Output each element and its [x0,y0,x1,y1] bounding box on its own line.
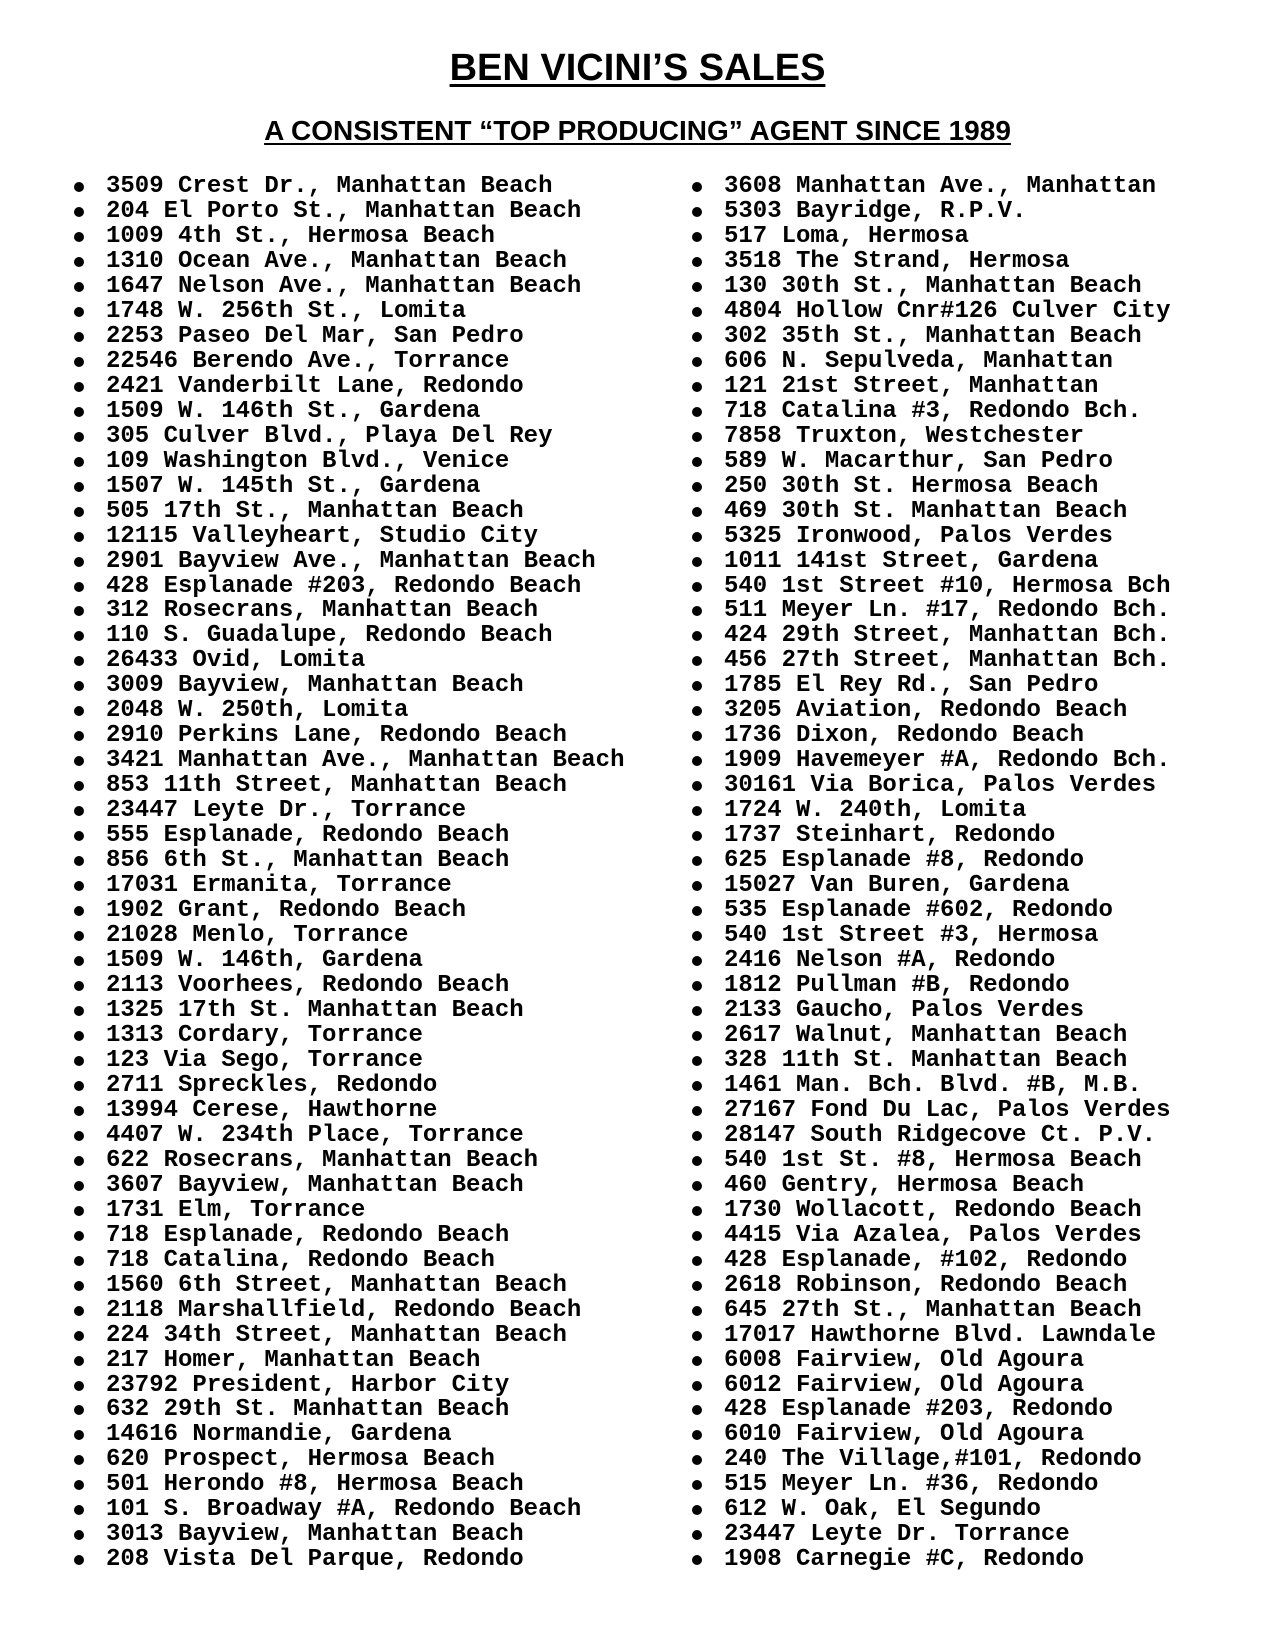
sale-list-item: 428 Esplanade, #102, Redondo [692,1248,1252,1273]
sale-list-item: 1909 Havemeyer #A, Redondo Bch. [692,748,1252,773]
sale-list-item: 1509 W. 146th St., Gardena [74,399,674,424]
sale-list-item: 1812 Pullman #B, Redondo [692,973,1252,998]
sale-list-item: 501 Herondo #8, Hermosa Beach [74,1472,674,1497]
sale-list-item: 4415 Via Azalea, Palos Verdes [692,1223,1252,1248]
sale-list-item: 121 21st Street, Manhattan [692,374,1252,399]
sale-list-item: 645 27th St., Manhattan Beach [692,1298,1252,1323]
sale-list-item: 4804 Hollow Cnr#126 Culver City [692,299,1252,324]
sale-list-item: 7858 Truxton, Westchester [692,424,1252,449]
sale-list-item: 27167 Fond Du Lac, Palos Verdes [692,1098,1252,1123]
page-title: BEN VICINI’S SALES [449,47,826,89]
sale-list-item: 3013 Bayview, Manhattan Beach [74,1522,674,1547]
sale-list-item: 2901 Bayview Ave., Manhattan Beach [74,549,674,574]
sale-list-item: 620 Prospect, Hermosa Beach [74,1447,674,1472]
sale-list-item: 718 Catalina, Redondo Beach [74,1248,674,1273]
sale-list-item: 1785 El Rey Rd., San Pedro [692,673,1252,698]
right-sales-list [692,174,1252,1572]
sale-list-item: 428 Esplanade #203, Redondo Beach [74,574,674,599]
sale-list-item: 718 Catalina #3, Redondo Bch. [692,399,1252,424]
sale-list-item: 555 Esplanade, Redondo Beach [74,823,674,848]
sale-list-item: 632 29th St. Manhattan Beach [74,1397,674,1422]
sale-list-item: 217 Homer, Manhattan Beach [74,1348,674,1373]
sale-list-item: 240 The Village,#101, Redondo [692,1447,1252,1472]
sale-list-item: 622 Rosecrans, Manhattan Beach [74,1148,674,1173]
sale-list-item: 250 30th St. Hermosa Beach [692,474,1252,499]
sale-list-item: 540 1st Street #3, Hermosa [692,923,1252,948]
sale-list-item: 3608 Manhattan Ave., Manhattan [692,174,1252,199]
sale-list-item: 23447 Leyte Dr., Torrance [74,798,674,823]
sale-list-item: 1724 W. 240th, Lomita [692,798,1252,823]
sale-list-item: 511 Meyer Ln. #17, Redondo Bch. [692,598,1252,623]
sale-list-item: 424 29th Street, Manhattan Bch. [692,623,1252,648]
sale-list-item: 856 6th St., Manhattan Beach [74,848,674,873]
sale-list-item: 718 Esplanade, Redondo Beach [74,1223,674,1248]
sale-list-item: 1908 Carnegie #C, Redondo [692,1547,1252,1572]
sale-list-item: 302 35th St., Manhattan Beach [692,324,1252,349]
sale-list-item: 1902 Grant, Redondo Beach [74,898,674,923]
sale-list-item: 2048 W. 250th, Lomita [74,698,674,723]
sale-list-item: 5303 Bayridge, R.P.V. [692,199,1252,224]
sale-list-item: 6008 Fairview, Old Agoura [692,1348,1252,1373]
sale-list-item: 2910 Perkins Lane, Redondo Beach [74,723,674,748]
sale-list-item: 2253 Paseo Del Mar, San Pedro [74,324,674,349]
sale-list-item: 2421 Vanderbilt Lane, Redondo [74,374,674,399]
sale-list-item: 109 Washington Blvd., Venice [74,449,674,474]
sale-list-item: 1730 Wollacott, Redondo Beach [692,1198,1252,1223]
sale-list-item: 456 27th Street, Manhattan Bch. [692,648,1252,673]
sale-list-item: 606 N. Sepulveda, Manhattan [692,349,1252,374]
sale-list-item: 1731 Elm, Torrance [74,1198,674,1223]
sale-list-item: 2711 Spreckles, Redondo [74,1073,674,1098]
sale-list-item: 208 Vista Del Parque, Redondo [74,1547,674,1572]
sale-list-item: 535 Esplanade #602, Redondo [692,898,1252,923]
sale-list-item: 6012 Fairview, Old Agoura [692,1373,1252,1398]
sale-list-item: 4407 W. 234th Place, Torrance [74,1123,674,1148]
sale-list-item: 505 17th St., Manhattan Beach [74,499,674,524]
sale-list-item: 26433 Ovid, Lomita [74,648,674,673]
sale-list-item: 460 Gentry, Hermosa Beach [692,1173,1252,1198]
sale-list-item: 2113 Voorhees, Redondo Beach [74,973,674,998]
left-sales-list [74,174,674,1572]
sale-list-item: 328 11th St. Manhattan Beach [692,1048,1252,1073]
sale-list-item: 5325 Ironwood, Palos Verdes [692,524,1252,549]
sale-list-item: 3518 The Strand, Hermosa [692,249,1252,274]
sale-list-item: 14616 Normandie, Gardena [74,1422,674,1447]
sale-list-item: 3421 Manhattan Ave., Manhattan Beach [74,748,674,773]
sale-list-item: 1011 141st Street, Gardena [692,549,1252,574]
sale-list-item: 1313 Cordary, Torrance [74,1023,674,1048]
sale-list-item: 21028 Menlo, Torrance [74,923,674,948]
sale-list-item: 224 34th Street, Manhattan Beach [74,1323,674,1348]
sale-list-item: 515 Meyer Ln. #36, Redondo [692,1472,1252,1497]
sale-list-item: 15027 Van Buren, Gardena [692,873,1252,898]
sale-list-item: 22546 Berendo Ave., Torrance [74,349,674,374]
sale-list-item: 2133 Gaucho, Palos Verdes [692,998,1252,1023]
sale-list-item: 23447 Leyte Dr. Torrance [692,1522,1252,1547]
sale-list-item: 1507 W. 145th St., Gardena [74,474,674,499]
sale-list-item: 6010 Fairview, Old Agoura [692,1422,1252,1447]
sale-list-item: 1748 W. 256th St., Lomita [74,299,674,324]
sale-list-item: 3009 Bayview, Manhattan Beach [74,673,674,698]
sale-list-item: 110 S. Guadalupe, Redondo Beach [74,623,674,648]
sale-list-item: 28147 South Ridgecove Ct. P.V. [692,1123,1252,1148]
sale-list-item: 2416 Nelson #A, Redondo [692,948,1252,973]
sale-list-item: 1647 Nelson Ave., Manhattan Beach [74,274,674,299]
page-subtitle: A CONSISTENT “TOP PRODUCING” AGENT SINCE 1989 [264,115,1011,146]
sale-list-item: 123 Via Sego, Torrance [74,1048,674,1073]
sale-list-item: 3205 Aviation, Redondo Beach [692,698,1252,723]
sale-list-item: 540 1st Street #10, Hermosa Bch [692,574,1252,599]
sale-list-item: 1737 Steinhart, Redondo [692,823,1252,848]
sale-list-item: 1310 Ocean Ave., Manhattan Beach [74,249,674,274]
sale-list-item: 2617 Walnut, Manhattan Beach [692,1023,1252,1048]
sale-list-item: 428 Esplanade #203, Redondo [692,1397,1252,1422]
sale-list-item: 1736 Dixon, Redondo Beach [692,723,1252,748]
sale-list-item: 3607 Bayview, Manhattan Beach [74,1173,674,1198]
sale-list-item: 517 Loma, Hermosa [692,224,1252,249]
sale-list-item: 305 Culver Blvd., Playa Del Rey [74,424,674,449]
sale-list-item: 204 El Porto St., Manhattan Beach [74,199,674,224]
sale-list-item: 17031 Ermanita, Torrance [74,873,674,898]
sale-list-item: 30161 Via Borica, Palos Verdes [692,773,1252,798]
sale-list-item: 3509 Crest Dr., Manhattan Beach [74,174,674,199]
sale-list-item: 130 30th St., Manhattan Beach [692,274,1252,299]
sale-list-item: 853 11th Street, Manhattan Beach [74,773,674,798]
sale-list-item: 469 30th St. Manhattan Beach [692,499,1252,524]
sale-list-item: 1009 4th St., Hermosa Beach [74,224,674,249]
sale-list-item: 1560 6th Street, Manhattan Beach [74,1273,674,1298]
sale-list-item: 1461 Man. Bch. Blvd. #B, M.B. [692,1073,1252,1098]
sale-list-item: 1325 17th St. Manhattan Beach [74,998,674,1023]
sale-list-item: 625 Esplanade #8, Redondo [692,848,1252,873]
sale-list-item: 589 W. Macarthur, San Pedro [692,449,1252,474]
sale-list-item: 2118 Marshallfield, Redondo Beach [74,1298,674,1323]
sale-list-item: 612 W. Oak, El Segundo [692,1497,1252,1522]
sale-list-item: 17017 Hawthorne Blvd. Lawndale [692,1323,1252,1348]
sale-list-item: 12115 Valleyheart, Studio City [74,524,674,549]
sale-list-item: 312 Rosecrans, Manhattan Beach [74,598,674,623]
sale-list-item: 2618 Robinson, Redondo Beach [692,1273,1252,1298]
sale-list-item: 13994 Cerese, Hawthorne [74,1098,674,1123]
sale-list-item: 101 S. Broadway #A, Redondo Beach [74,1497,674,1522]
sale-list-item: 23792 President, Harbor City [74,1373,674,1398]
sale-list-item: 540 1st St. #8, Hermosa Beach [692,1148,1252,1173]
sale-list-item: 1509 W. 146th, Gardena [74,948,674,973]
